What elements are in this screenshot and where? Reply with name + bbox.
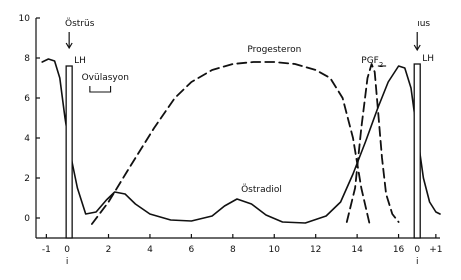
x-tick-label: +1 [429,245,443,255]
x-tick-label: 6 [188,245,195,255]
x-tick-label: 10 [268,245,280,255]
x-tick-label: 0 [414,245,421,255]
pgf-subscript: 2 [378,61,384,69]
x-tick-label: 12 [309,245,322,255]
lh-label: LH [74,56,86,66]
lh-bar [414,64,420,238]
x-tick-label: 4 [147,245,153,255]
y-tick-label: 4 [24,134,30,144]
y-tick-label: 0 [24,214,30,224]
lh-bar [66,66,72,238]
annotation-label: Progesteron [247,45,302,55]
series-line-pgf2- [347,64,399,222]
x-tick-label: 16 [392,245,405,255]
y-tick-label: 8 [24,54,30,64]
annotation-label: Ovülasyon [81,73,129,83]
x-tick-label: 8 [229,245,236,255]
x-tick-label: -1 [41,245,51,255]
y-tick-label: 6 [24,94,30,104]
y-tick-label: 2 [24,174,30,184]
x-tick-label: 2 [105,245,112,255]
series-line-progesteron [92,62,370,224]
annotation-label: ıus [417,19,431,29]
x-tick-label: 14 [351,245,363,255]
annotation-label: Östradiol [241,185,282,195]
y-tick-label: 10 [18,14,30,24]
labels-group [19,14,443,267]
annotation-label: $PGF_2$ [361,56,384,69]
annotation-label: Östrüs [65,19,95,29]
x-sublabel: i [415,257,419,267]
x-tick-label: 0 [64,245,70,255]
ovulation-bracket [90,86,111,92]
x-sublabel: i [65,257,69,267]
lh-label: LH [422,54,435,64]
